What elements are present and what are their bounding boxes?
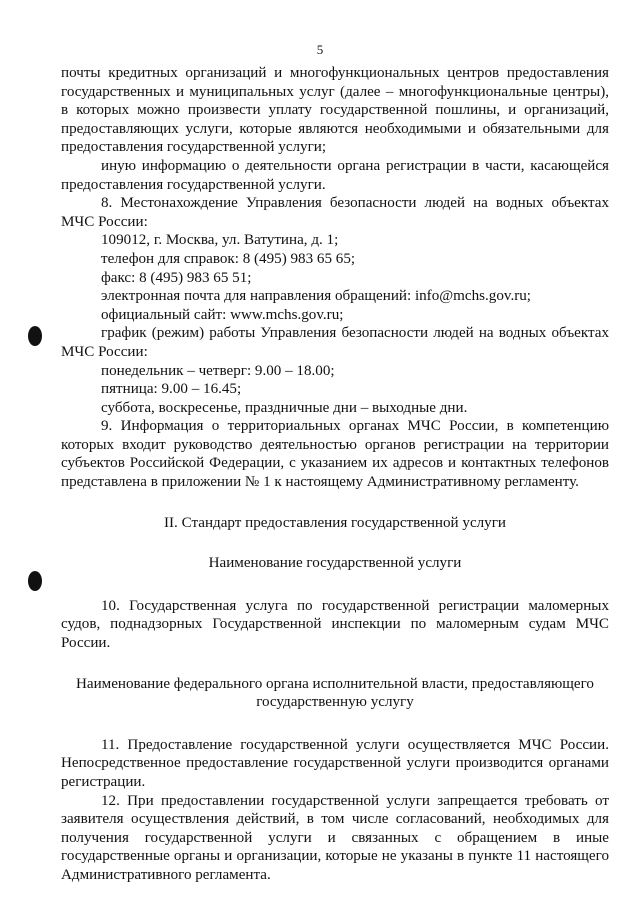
paragraph: график (режим) работы Управления безопасности людей на водных объектах МЧС России: <box>61 325 609 360</box>
email-line: электронная почта для направления обращений: info@mchs.gov.ru; <box>101 288 531 305</box>
punch-hole-mark <box>28 571 42 591</box>
document-body <box>61 64 609 885</box>
paragraph: 11. Предоставление государственной услуги осуществляется МЧС России. Непосредственное предоставление государственной услуги производится органами регистрации. <box>61 736 609 790</box>
paragraph: 8. Местонахождение Управления безопасности людей на водных объектах МЧС России: <box>61 195 609 230</box>
subsection-heading: Наименование государственной услуги <box>208 555 462 572</box>
schedule-line: суббота, воскресенье, праздничные дни – выходные дни. <box>101 399 468 416</box>
address-line: 109012, г. Москва, ул. Ватутина, д. 1; <box>101 232 339 249</box>
phone-line: телефон для справок: 8 (495) 983 65 65; <box>101 250 356 267</box>
subsection-heading: Наименование федерального органа исполнительной власти, предоставляющего государственную услугу <box>76 675 594 711</box>
paragraph: почты кредитных организаций и многофункциональных центров предоставления государственных и муниципальных услуг (далее – многофункциональные центры), в которых можно произвести уплату государственной пошлины, и организаций, предоставляющих услуги, которые являются необходимыми и обязательными для предоставления государственной услуги; <box>61 65 609 156</box>
website-line: официальный сайт: www.mchs.gov.ru; <box>101 306 344 323</box>
schedule-line: пятница: 9.00 – 16.45; <box>101 381 242 398</box>
fax-line: факс: 8 (495) 983 65 51; <box>101 269 252 286</box>
paragraph: 9. Информация о территориальных органах МЧС России, в компетенцию которых входит руководство деятельностью органов регистрации на территории субъектов Российской Федерации, с указанием их адресов и контактных телефонов представлена в приложении № 1 к настоящему Административному регламенту. <box>61 418 609 491</box>
paragraph: 10. Государственная услуга по государственной регистрации маломерных судов, поднадзорных Государственной инспекции по маломерным судам МЧС России. <box>61 597 609 652</box>
punch-hole-mark <box>28 326 42 346</box>
schedule-line: понедельник – четверг: 9.00 – 18.00; <box>101 362 335 379</box>
paragraph: иную информацию о деятельности органа регистрации в части, касающейся предоставления государственной услуги. <box>61 157 609 193</box>
page-number: 5 <box>316 42 324 57</box>
section-title: II. Стандарт предоставления государственной услуги <box>164 514 506 531</box>
paragraph: 12. При предоставлении государственной услуги запрещается требовать от заявителя осуществления действий, в том числе согласований, необходимых для получения государственной услуги и связанных с обращением в иные государственные органы и организации, которые не указаны в пункте 11 настоящего Административного регламента. <box>61 792 609 883</box>
